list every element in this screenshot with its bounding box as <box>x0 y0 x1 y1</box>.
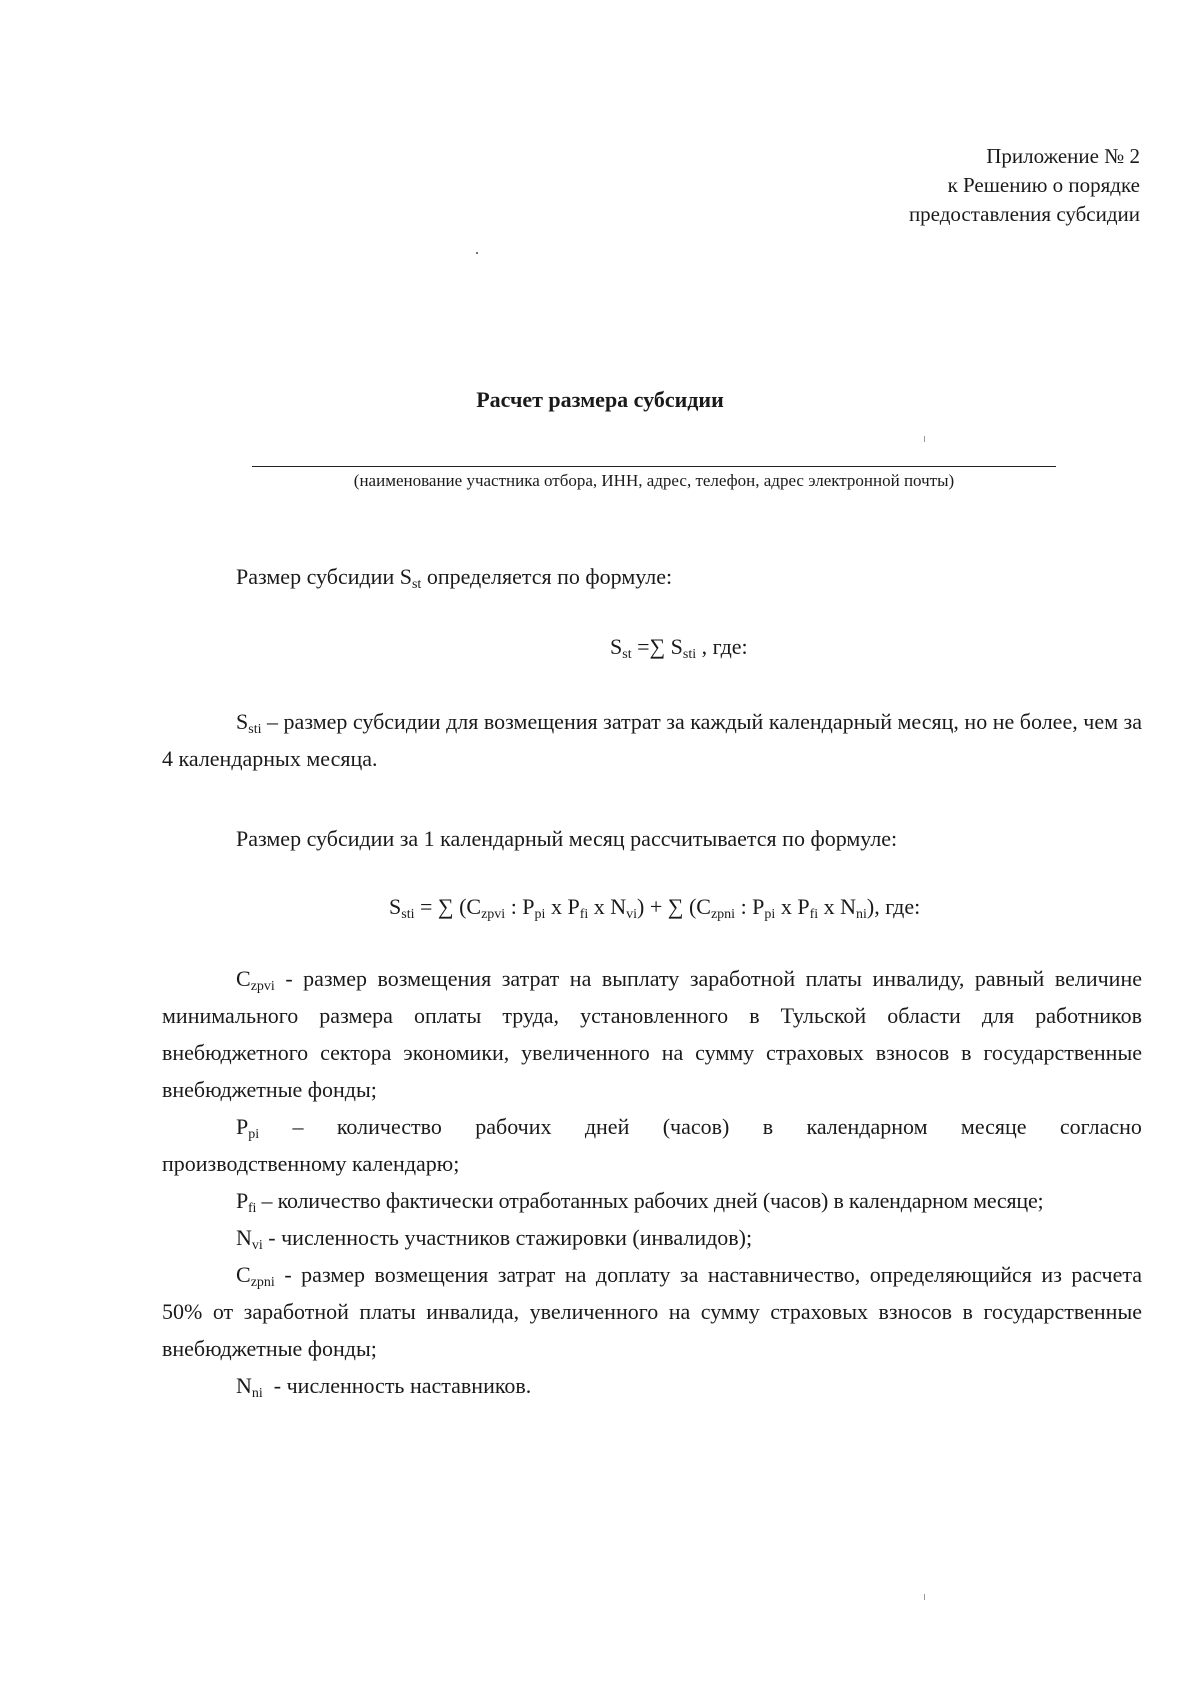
ppi-line-1 <box>162 1108 1142 1145</box>
nvi-text: - численность участников стажировки (инвалидов); <box>262 1225 753 1250</box>
f2-s9: ni <box>856 907 867 922</box>
ssti-sub: sti <box>248 722 262 737</box>
f2-p7: : P <box>735 894 765 919</box>
f2-p3: : P <box>505 894 535 919</box>
intro-sub: st <box>411 577 422 592</box>
f2-p2: = ∑ (C <box>414 894 482 919</box>
f2-s5: vi <box>626 907 638 922</box>
f2-s1: sti <box>401 907 415 922</box>
nvi-sym: N <box>236 1225 252 1250</box>
def-nni <box>162 1367 1142 1404</box>
czpni-sym: C <box>236 1262 251 1287</box>
f2-p8: x P <box>775 894 810 919</box>
f2-p5: x N <box>588 894 627 919</box>
def-pfi <box>162 1182 1142 1219</box>
def-czpvi <box>162 960 1142 1108</box>
def-czpni <box>162 1256 1142 1367</box>
f2-p9: x N <box>818 894 857 919</box>
czpvi-sub: zpvi <box>250 979 275 994</box>
f2-p4: x P <box>545 894 580 919</box>
ssti-text: – размер субсидии для возмещения затрат за каждый календарный месяц, но не более, чем за 4 календарных месяца. <box>162 709 1142 771</box>
nvi-sub: vi <box>251 1238 263 1253</box>
ppi-word: в <box>762 1114 774 1139</box>
nni-sub: ni <box>251 1386 263 1401</box>
czpvi-text: - размер возмещения затрат на выплату заработной платы инвалиду, равный величине минимального размера оплаты труда, установленного в Тульской области для работников внебюджетного сектора экономики, увеличенного на сумму страховых взносов в государственные внебюджетные фонды; <box>162 966 1142 1102</box>
czpni-sub: zpni <box>250 1275 275 1290</box>
pfi-sym: P <box>236 1188 249 1213</box>
nni-sym: N <box>236 1373 252 1398</box>
scan-mark <box>924 1594 925 1600</box>
ppi-word: (часов) <box>662 1114 730 1139</box>
f2-s2: zpvi <box>481 907 506 922</box>
f1-mid: =∑ S <box>631 634 683 659</box>
ppi-word: месяце <box>960 1114 1027 1139</box>
scan-mark <box>924 436 925 442</box>
appendix-line-2: к Решению о порядке <box>947 173 1140 197</box>
def-nvi <box>162 1219 1142 1256</box>
f2-s6: zpni <box>710 907 736 922</box>
f2-p1: S <box>389 894 402 919</box>
ssti-definition <box>162 703 1142 777</box>
nni-text: - численность наставников. <box>262 1373 532 1398</box>
pfi-text: – количество фактически отработанных рабочих дней (часов) в календарном месяце; <box>256 1188 1044 1213</box>
f2-s3: pi <box>534 907 546 922</box>
def-ppi <box>162 1108 1142 1182</box>
czpvi-sym: C <box>236 966 251 991</box>
monthly-intro: Размер субсидии за 1 календарный месяц рассчитывается по формуле: <box>236 826 898 851</box>
ppi-symbol <box>236 1108 259 1145</box>
intro-text: Размер субсидии S <box>236 564 412 589</box>
f1-s: S <box>610 634 623 659</box>
ppi-word: рабочих <box>475 1114 552 1139</box>
ppi-sub: pi <box>248 1127 260 1142</box>
ppi-word: дней <box>584 1114 630 1139</box>
formula-monthly <box>389 892 920 922</box>
appendix-line-3: предоставления субсидии <box>908 202 1140 226</box>
f2-p6: ) + ∑ (C <box>637 894 711 919</box>
intro-text-end: определяется по формуле: <box>421 564 673 589</box>
ppi-word: согласно <box>1059 1114 1142 1139</box>
f1-s-sub: st <box>622 647 632 662</box>
ppi-line-2: производственному календарю; <box>162 1151 460 1176</box>
czpni-text: - размер возмещения затрат на доплату за наставничество, определяющийся из расчета 50% от заработной платы инвалида, увеличенного на сумму страховых взносов в государственные внебюджетные фонды; <box>162 1262 1142 1361</box>
participant-line <box>252 466 1056 467</box>
f1-tail: , где: <box>696 634 748 659</box>
f2-p10: ), где: <box>866 894 921 919</box>
document-title: Расчет размера субсидии <box>476 387 724 412</box>
participant-caption: (наименование участника отбора, ИНН, адрес, телефон, адрес электронной почты) <box>353 471 955 490</box>
ppi-sym: P <box>236 1114 249 1139</box>
pfi-sub: fi <box>248 1201 257 1216</box>
ppi-word: количество <box>336 1114 442 1139</box>
ssti-sym: S <box>236 709 249 734</box>
f2-s7: pi <box>764 907 776 922</box>
intro-paragraph <box>162 558 1142 595</box>
f2-s4: fi <box>579 907 589 922</box>
appendix-line-1: Приложение № 2 <box>986 144 1140 168</box>
ppi-word: – <box>292 1114 304 1139</box>
formula-total <box>610 632 748 662</box>
f2-s8: fi <box>809 907 819 922</box>
ppi-word: календарном <box>806 1114 928 1139</box>
f1-sti-sub: sti <box>682 647 697 662</box>
appendix-header <box>540 142 1140 229</box>
scan-speck <box>476 252 478 254</box>
